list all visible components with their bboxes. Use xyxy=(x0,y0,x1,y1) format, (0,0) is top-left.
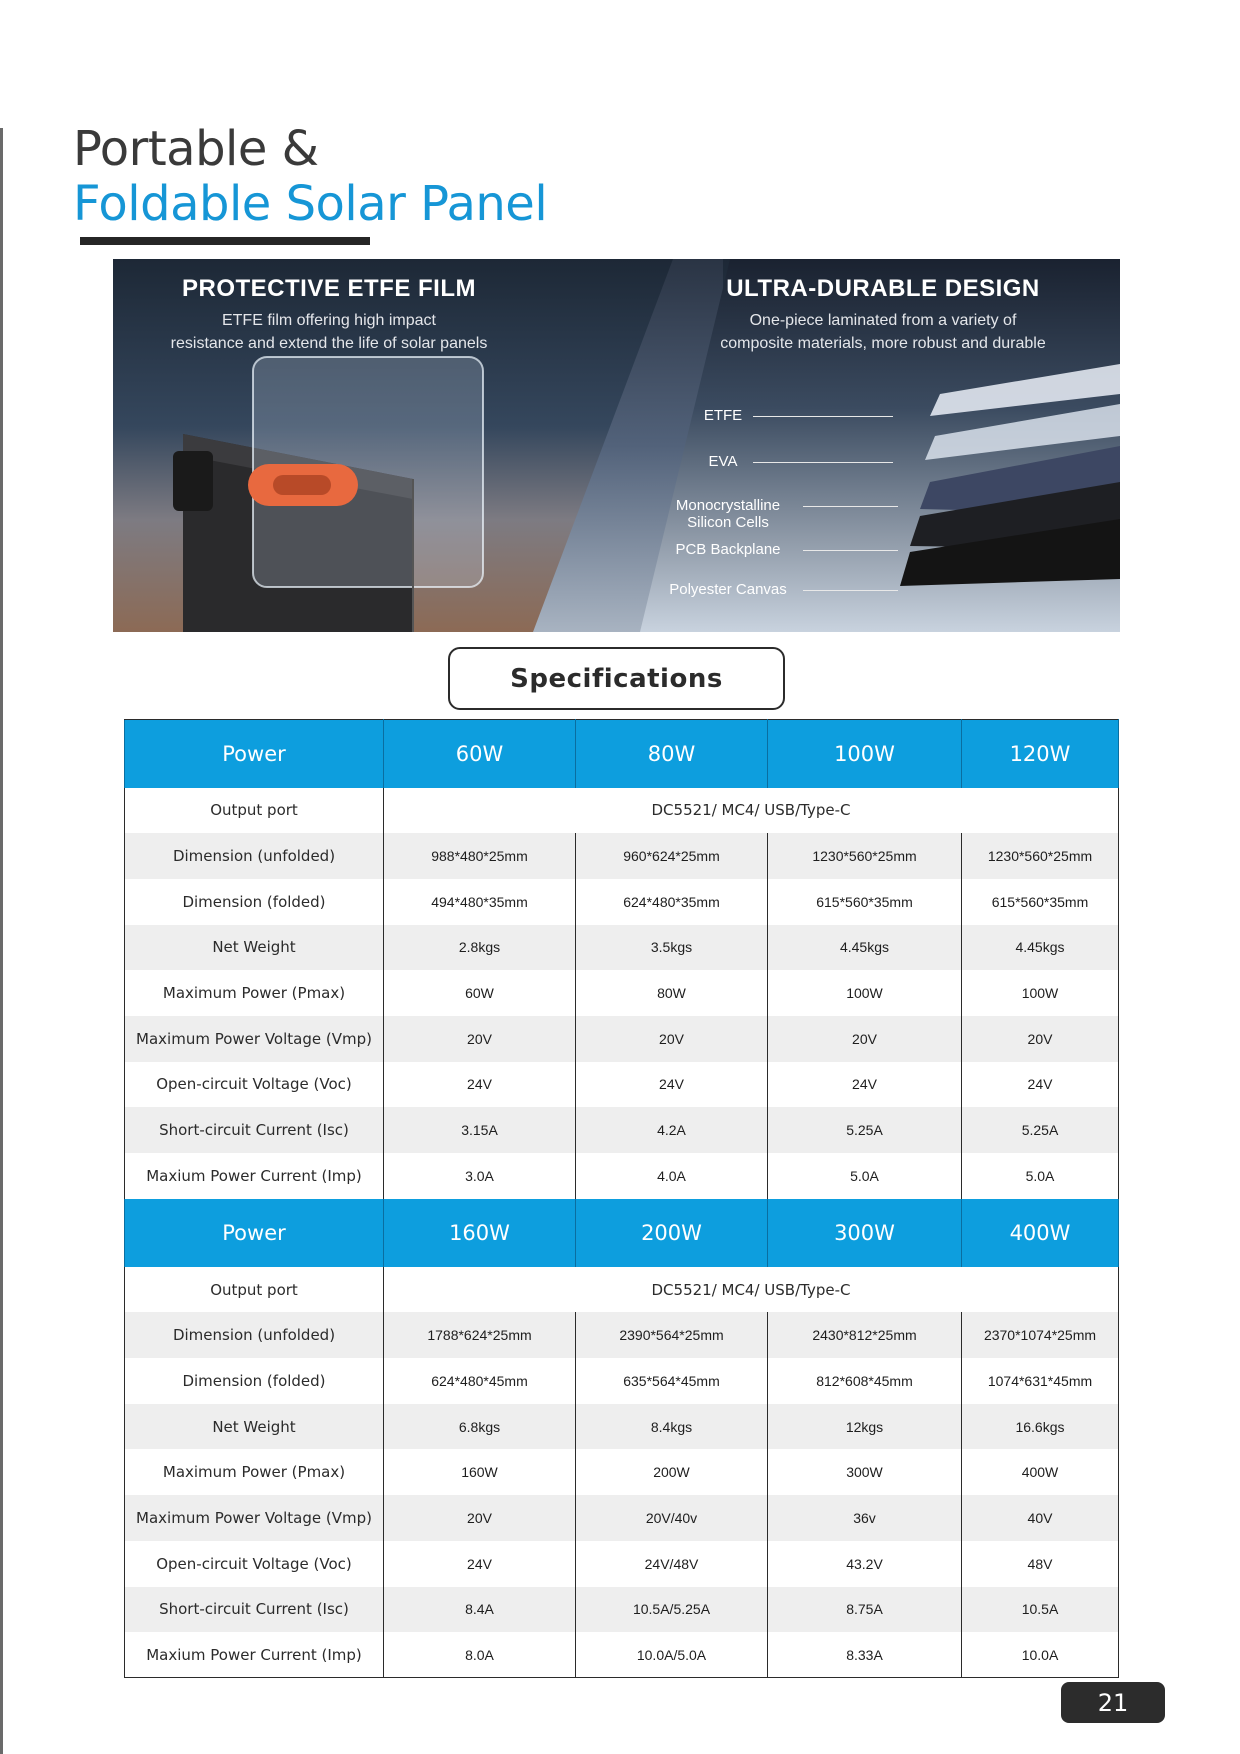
specifications-heading-text: Specifications xyxy=(510,663,723,694)
table-cell: 160W xyxy=(384,1449,576,1495)
table-cell: DC5521/ MC4/ USB/Type-C xyxy=(384,788,1119,834)
table-cell: 8.33A xyxy=(768,1632,962,1678)
table-cell: 20V xyxy=(576,1016,768,1062)
table-cell: 20V xyxy=(768,1016,962,1062)
title-underline xyxy=(80,237,370,245)
table-row xyxy=(125,1153,1119,1199)
table-cell: 8.4A xyxy=(384,1587,576,1633)
table-cell: 20V/40v xyxy=(576,1495,768,1541)
table-cell: 624*480*45mm xyxy=(384,1358,576,1404)
table-row xyxy=(125,879,1119,925)
table-cell: 960*624*25mm xyxy=(576,833,768,879)
hero-banner-image xyxy=(113,259,1120,632)
table-cell: 24V xyxy=(768,1062,962,1108)
table-row xyxy=(125,925,1119,971)
table-header-row xyxy=(125,720,1119,788)
left-margin-rule xyxy=(0,128,3,1754)
row-label: Maxium Power Current (Imp) xyxy=(125,1153,384,1199)
table-cell: 4.2A xyxy=(576,1107,768,1153)
table-cell: 20V xyxy=(384,1495,576,1541)
table-row xyxy=(125,1541,1119,1587)
table-cell: 812*608*45mm xyxy=(768,1358,962,1404)
page-number: 21 xyxy=(1097,1688,1129,1717)
row-label: Maximum Power Voltage (Vmp) xyxy=(125,1016,384,1062)
table-row xyxy=(125,1449,1119,1495)
table-row xyxy=(125,1404,1119,1450)
row-label: Open-circuit Voltage (Voc) xyxy=(125,1541,384,1587)
header-cell: 100W xyxy=(768,720,962,788)
header-cell: 120W xyxy=(962,720,1119,788)
table-cell: 24V/48V xyxy=(576,1541,768,1587)
specifications-table xyxy=(124,719,1119,1678)
table-row xyxy=(125,1107,1119,1153)
table-cell: 3.5kgs xyxy=(576,925,768,971)
table-cell: 16.6kgs xyxy=(962,1404,1119,1450)
table-cell: 4.45kgs xyxy=(768,925,962,971)
table-cell: 5.25A xyxy=(962,1107,1119,1153)
table-cell: 20V xyxy=(384,1016,576,1062)
table-cell: 12kgs xyxy=(768,1404,962,1450)
table-row xyxy=(125,788,1119,834)
row-label: Maximum Power Voltage (Vmp) xyxy=(125,1495,384,1541)
table-cell: 100W xyxy=(962,970,1119,1016)
layer-leader-line xyxy=(803,506,898,507)
table-cell: 1074*631*45mm xyxy=(962,1358,1119,1404)
layer-stack-illustration xyxy=(890,364,1120,624)
page-number-badge xyxy=(1061,1682,1165,1723)
table-cell: DC5521/ MC4/ USB/Type-C xyxy=(384,1267,1119,1313)
table-row xyxy=(125,1267,1119,1313)
header-cell: 60W xyxy=(384,720,576,788)
table-cell: 1230*560*25mm xyxy=(962,833,1119,879)
table-cell: 988*480*25mm xyxy=(384,833,576,879)
table-cell: 36v xyxy=(768,1495,962,1541)
layer-label-polyester-canvas: Polyester Canvas xyxy=(669,581,787,598)
layer-leader-line xyxy=(753,416,893,417)
row-label: Output port xyxy=(125,1267,384,1313)
page-title-line-1: Portable & xyxy=(73,121,319,177)
table-cell: 3.15A xyxy=(384,1107,576,1153)
table-cell: 5.0A xyxy=(768,1153,962,1199)
table-cell: 2.8kgs xyxy=(384,925,576,971)
table-cell: 80W xyxy=(576,970,768,1016)
layer-leader-line xyxy=(803,550,898,551)
table-cell: 6.8kgs xyxy=(384,1404,576,1450)
page-title-line-2: Foldable Solar Panel xyxy=(73,176,548,232)
table-cell: 5.0A xyxy=(962,1153,1119,1199)
table-cell: 2370*1074*25mm xyxy=(962,1312,1119,1358)
page-title xyxy=(73,120,547,230)
row-label: Short-circuit Current (Isc) xyxy=(125,1587,384,1633)
table-cell: 100W xyxy=(768,970,962,1016)
row-label: Maximum Power (Pmax) xyxy=(125,1449,384,1495)
header-cell: Power xyxy=(125,720,384,788)
layer-label-pcb-backplane: PCB Backplane xyxy=(675,541,781,558)
table-cell: 615*560*35mm xyxy=(768,879,962,925)
table-row xyxy=(125,1062,1119,1108)
header-cell: 200W xyxy=(576,1199,768,1267)
layer-label-etfe: ETFE xyxy=(703,407,743,424)
table-cell: 10.0A/5.0A xyxy=(576,1632,768,1678)
table-cell: 48V xyxy=(962,1541,1119,1587)
table-cell: 1788*624*25mm xyxy=(384,1312,576,1358)
specifications-heading xyxy=(448,647,785,710)
table-cell: 4.45kgs xyxy=(962,925,1119,971)
table-cell: 494*480*35mm xyxy=(384,879,576,925)
table-cell: 624*480*35mm xyxy=(576,879,768,925)
table-cell: 40V xyxy=(962,1495,1119,1541)
table-row xyxy=(125,1016,1119,1062)
row-label: Dimension (unfolded) xyxy=(125,833,384,879)
hero-right-sub-2: composite materials, more robust and durable xyxy=(720,335,1046,352)
table-row xyxy=(125,1632,1119,1678)
table-cell: 2390*564*25mm xyxy=(576,1312,768,1358)
hero-left-heading: PROTECTIVE ETFE FILM xyxy=(181,275,476,302)
table-cell: 20V xyxy=(962,1016,1119,1062)
table-cell: 635*564*45mm xyxy=(576,1358,768,1404)
row-label: Dimension (folded) xyxy=(125,1358,384,1404)
hero-left-sub-2: resistance and extend the life of solar panels xyxy=(170,335,488,352)
table-row xyxy=(125,1495,1119,1541)
row-label: Maximum Power (Pmax) xyxy=(125,970,384,1016)
table-cell: 8.75A xyxy=(768,1587,962,1633)
table-row xyxy=(125,1312,1119,1358)
table-cell: 5.25A xyxy=(768,1107,962,1153)
header-cell: 160W xyxy=(384,1199,576,1267)
table-cell: 10.0A xyxy=(962,1632,1119,1678)
layer-leader-line xyxy=(803,590,898,591)
header-cell: 300W xyxy=(768,1199,962,1267)
table-cell: 43.2V xyxy=(768,1541,962,1587)
table-cell: 615*560*35mm xyxy=(962,879,1119,925)
row-label: Net Weight xyxy=(125,1404,384,1450)
table-row xyxy=(125,1358,1119,1404)
table-cell: 24V xyxy=(576,1062,768,1108)
table-cell: 2430*812*25mm xyxy=(768,1312,962,1358)
table-row xyxy=(125,833,1119,879)
table-cell: 24V xyxy=(384,1541,576,1587)
row-label: Maxium Power Current (Imp) xyxy=(125,1632,384,1678)
table-header-row xyxy=(125,1199,1119,1267)
table-cell: 8.4kgs xyxy=(576,1404,768,1450)
table-cell: 200W xyxy=(576,1449,768,1495)
layer-label-eva: EVA xyxy=(708,453,738,470)
row-label: Output port xyxy=(125,788,384,834)
header-cell: 400W xyxy=(962,1199,1119,1267)
hero-right-heading: ULTRA-DURABLE DESIGN xyxy=(726,275,1040,302)
row-label: Dimension (unfolded) xyxy=(125,1312,384,1358)
table-cell: 1230*560*25mm xyxy=(768,833,962,879)
table-cell: 24V xyxy=(962,1062,1119,1108)
layer-leader-line xyxy=(753,462,893,463)
table-cell: 3.0A xyxy=(384,1153,576,1199)
hero-left-sub-1: ETFE film offering high impact xyxy=(221,312,436,329)
table-row xyxy=(125,1587,1119,1633)
table-cell: 8.0A xyxy=(384,1632,576,1678)
table-row xyxy=(125,970,1119,1016)
table-cell: 300W xyxy=(768,1449,962,1495)
hero-right-sub-1: One-piece laminated from a variety of xyxy=(749,312,1017,329)
table-cell: 60W xyxy=(384,970,576,1016)
table-cell: 10.5A xyxy=(962,1587,1119,1633)
layer-label-monocrystalline: Monocrystalline xyxy=(675,497,781,514)
table-cell: 400W xyxy=(962,1449,1119,1495)
row-label: Dimension (folded) xyxy=(125,879,384,925)
table-cell: 24V xyxy=(384,1062,576,1108)
row-label: Net Weight xyxy=(125,925,384,971)
layer-label-silicon-cells: Silicon Cells xyxy=(687,514,769,531)
table-cell: 4.0A xyxy=(576,1153,768,1199)
row-label: Open-circuit Voltage (Voc) xyxy=(125,1062,384,1108)
header-cell: Power xyxy=(125,1199,384,1267)
row-label: Short-circuit Current (Isc) xyxy=(125,1107,384,1153)
table-cell: 10.5A/5.25A xyxy=(576,1587,768,1633)
header-cell: 80W xyxy=(576,720,768,788)
